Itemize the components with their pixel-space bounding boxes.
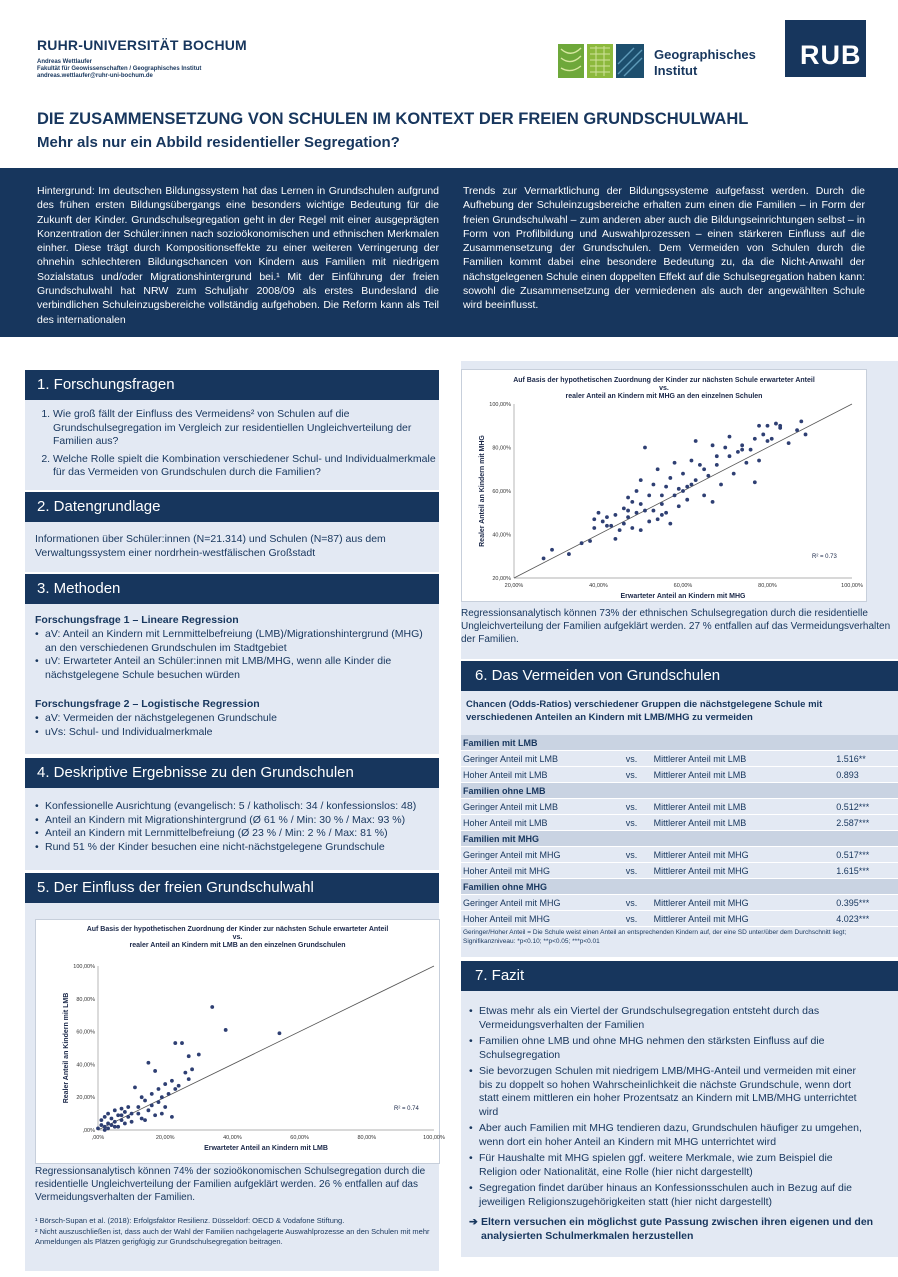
data-point [103,1115,107,1119]
x-axis-label: Erwarteter Anteil an Kindern mit MHG [620,593,746,600]
data-point [656,467,660,471]
data-point [96,1126,100,1130]
data-point [664,511,668,515]
institute-name-line2: Institut [654,63,698,78]
trend-line [98,966,434,1130]
institute-name-line1: Geographisches [654,47,756,62]
data-point [180,1041,184,1045]
data-point [580,541,584,545]
data-point [136,1105,140,1109]
odds-group-a: Hoher Anteil mit LMB [461,815,624,831]
data-point [160,1095,164,1099]
x-tick-label: 60,00% [290,1135,309,1141]
data-point [103,1128,107,1132]
lmb-chart-title2: realer Anteil an Kindern mit LMB an den einzelnen Grundschulen [129,942,346,949]
data-point [567,552,571,556]
odds-group-a: Geringer Anteil mit MHG [461,847,624,863]
data-point [542,557,546,561]
mhg-chart-title2: realer Anteil an Kindern mit MHG an den einzelnen Schulen [565,393,763,400]
data-point [740,443,744,447]
data-point [719,483,723,487]
data-point [147,1061,151,1065]
data-point [605,515,609,519]
odds-row [461,815,898,831]
odds-vs: vs. [624,847,652,863]
odds-group-b: Mittlerer Anteil mit LMB [652,815,835,831]
odds-vs: vs. [624,911,652,927]
x-tick-label: 40,00% [223,1135,242,1141]
data-point [694,439,698,443]
y-tick-label: 20,00% [492,576,511,582]
poster-subtitle: Mehr als nur ein Abbild residentieller Segregation? [37,134,400,151]
odds-table-title: Chancen (Odds-Ratios) verschiedener Gruppen die nächstgelegene Schule mit verschiedenen Anteilen an Kindern mit LMB/MHG zu vermeiden [466,699,823,723]
section-3-heading: 3. Methoden [25,574,439,604]
data-point [694,478,698,482]
data-point [677,504,681,508]
odds-vs: vs. [624,863,652,879]
data-point [278,1031,282,1035]
data-point [150,1104,154,1108]
odds-ratio-table [461,735,898,927]
data-point [183,1071,187,1075]
data-point [106,1126,110,1130]
conclusion-item: • Aber auch Familien mit MHG tendieren dazu, Grundschulen häufiger zu umgehen, wenn dort ein hoher Anteil an Kindern mit MHG unterrichtet wird [469,1122,864,1149]
data-point [120,1107,124,1111]
section-1-body [25,400,439,490]
data-point [723,446,727,450]
data-point [120,1113,124,1117]
data-point [664,485,668,489]
data-point [626,509,630,513]
university-name: RUHR-UNIVERSITÄT BOCHUM [37,37,247,53]
method-2-title: Forschungsfrage 2 – Logistische Regression [35,698,260,710]
mhg-chart-panel [461,361,898,659]
method-2-item: • uVs: Schul- und Individualmerkmale [35,726,430,740]
odds-value: 2.587*** [834,815,898,831]
odds-group-b: Mittlerer Anteil mit LMB [652,767,835,783]
data-point [173,1041,177,1045]
data-point [660,502,664,506]
data-point [757,459,761,463]
odds-value: 0.512*** [834,799,898,815]
odds-vs: vs. [624,751,652,767]
data-point [639,528,643,532]
x-tick-label: ,00% [91,1135,105,1141]
odds-vs: vs. [624,815,652,831]
data-point [685,485,689,489]
data-point [635,511,639,515]
data-point [711,443,715,447]
odds-group-a: Geringer Anteil mit LMB [461,799,624,815]
data-point [210,1005,214,1009]
data-point [136,1112,140,1116]
data-point [630,500,634,504]
data-point [187,1077,191,1081]
method-1-item: • aV: Anteil an Kindern mit Lernmittelbefreiung (LMB)/Migrationshintergrund (MHG) an den verschiedenen Grundschulen im Stadtgebiet [35,628,430,655]
data-point [133,1085,137,1089]
data-point [643,446,647,450]
descriptive-item: • Konfessionelle Ausrichtung (evangelisch: 5 / katholisch: 34 / konfessionslos: 48) [35,800,435,814]
y-tick-label: 40,00% [76,1062,95,1069]
data-point [153,1069,157,1073]
section-4-body [25,788,439,870]
mhg-chart-title-vs: vs. [659,385,669,392]
odds-vs: vs. [624,767,652,783]
y-axis-label: Realer Anteil an Kindern mit MHG [479,435,486,547]
odds-value: 1.615*** [834,863,898,879]
descriptive-item: • Rund 51 % der Kinder besuchen eine nicht-nächstgelegene Grundschule [35,841,435,855]
odds-row [461,847,898,863]
rub-logo [785,20,866,77]
data-point [766,439,770,443]
data-point [668,522,672,526]
data-point [99,1123,103,1127]
data-point [170,1115,174,1119]
section-3-body [25,604,439,754]
intro-right-text: Trends zur Vermarktlichung der Bildungssysteme aufgefasst werden. Durch die Aufhebung der Schuleinzugsbereiche erhalten zum einen die Familien – in Form der freien Grundschulwahl – zum anderen aber auch die Bildungseinrichtungen selbst – in Form von Profilbildung und Auswahlprozessen – einen stärkeren Einfluss auf die Zusammensetzung der Grundschulen. Dem Vermeiden von Schulen durch die Familien kommt dabei eine besondere Bedeutung zu, da die Nicht-Anwahl der nächstgelegenen Schule einen doppelten Effekt auf die Schulsegregation haben kann: sowohl die Zusammensetzung der vermiedenen als auch der angewählten Schule wird beeinflusst. [463,185,865,312]
section-5-body [25,903,445,1271]
mhg-chart-title: Auf Basis der hypothetischen Zuordnung der Kinder zur nächsten Schule erwarteter Anteil [513,377,815,384]
r-squared-label: R² = 0.73 [812,554,837,560]
data-point [622,522,626,526]
data-point [795,428,799,432]
data-point [113,1125,117,1129]
data-point [106,1122,110,1126]
x-tick-label: 100,00% [423,1135,445,1141]
data-point [187,1054,191,1058]
odds-vs: vs. [624,799,652,815]
data-point [609,524,613,528]
data-point [685,498,689,502]
odds-value: 4.023*** [834,911,898,927]
research-question-2: 2. Welche Rolle spielt die Kombination verschiedener Schul- und Individualmerkmale für das Vermeiden von Grundschulen durch die Familien? [53,453,443,480]
data-point [143,1118,147,1122]
mhg-chart-caption: Regressionsanalytisch können 73% der ethnischen Schulsegregation durch die residentielle Ungleichverteilung der Familien aufgeklärt werden. 27 % entfallen auf das Vermeidungsverhalten der Familien. [461,608,891,645]
data-source-text: Informationen über Schüler:innen (N=21.314) und Schulen (N=87) aus dem Verwaltungssystem einer nordrhein-westfälischen Großstadt [35,533,386,559]
data-point [597,511,601,515]
x-tick-label: 80,00% [758,583,777,589]
data-point [103,1125,107,1129]
data-point [732,472,736,476]
data-point [110,1123,114,1127]
r-squared-label: R² = 0.74 [394,1106,419,1112]
data-point [170,1079,174,1083]
lmb-scatter-chart [36,920,445,1163]
section-7-body [461,991,898,1257]
data-point [150,1092,154,1096]
data-point [113,1120,117,1124]
data-point [736,450,740,454]
data-point [120,1118,124,1122]
data-point [668,476,672,480]
data-point [643,509,647,513]
odds-table-wrap [461,735,898,927]
odds-group-a: Hoher Anteil mit MHG [461,863,624,879]
x-tick-label: 20,00% [504,583,524,589]
final-conclusion [469,1216,876,1243]
odds-value: 1.516** [834,751,898,767]
data-point [167,1092,171,1096]
data-point [130,1112,134,1116]
data-point [660,513,664,517]
descriptive-item: • Anteil an Kindern mit Migrationshintergrund (Ø 61 % / Min: 30 % / Max: 93 %) [35,814,435,828]
odds-value: 0.517*** [834,847,898,863]
odds-group-row [461,783,898,799]
odds-group-label: Familien mit LMB [461,735,898,751]
method-2-item: • aV: Vermeiden der nächstgelegenen Grundschule [35,712,430,726]
author-email[interactable]: andreas.wettlaufer@ruhr-uni-bochum.de [37,73,153,79]
data-point [711,500,715,504]
data-point [673,461,677,465]
odds-group-a: Hoher Anteil mit MHG [461,911,624,927]
data-point [778,424,782,428]
data-point [728,435,732,439]
data-point [106,1112,110,1116]
data-point [126,1115,130,1119]
data-point [113,1108,117,1112]
odds-group-label: Familien ohne LMB [461,783,898,799]
data-point [677,487,681,491]
data-point [702,493,706,497]
data-point [770,437,774,441]
y-tick-label: 80,00% [76,996,95,1003]
data-point [635,489,639,493]
x-tick-label: 60,00% [673,583,693,589]
x-tick-label: 100,00% [841,583,863,589]
intro-box [0,168,898,337]
data-point [140,1117,144,1121]
y-tick-label: 100,00% [489,402,511,408]
footnote-2: ² Nicht auszuschließen ist, dass auch der Wahl der Familien nachgelagerte Auswahlprozesse an den Schulen mit mehr Anmeldungen als Plätzen gerigfügig zur Grundschulsegregation beitragen. [35,1227,430,1246]
odds-group-b: Mittlerer Anteil mit MHG [652,895,835,911]
data-point [157,1100,161,1104]
data-point [605,524,609,528]
data-point [740,448,744,452]
data-point [698,463,702,467]
odds-group-row [461,735,898,751]
rub-logo-text: RUB [800,40,862,70]
odds-group-b: Mittlerer Anteil mit MHG [652,863,835,879]
data-point [706,474,710,478]
data-point [177,1084,181,1088]
data-point [618,528,622,532]
data-point [787,441,791,445]
y-tick-label: 80,00% [492,445,511,452]
data-point [588,539,592,543]
x-tick-label: 80,00% [357,1135,377,1141]
data-point [647,520,651,524]
lmb-chart-title: Auf Basis der hypothetischen Zuordnung der Kinder zur nächsten Schule erwarteter Anteil [86,926,389,933]
y-tick-label: 40,00% [492,532,511,539]
data-point [614,537,618,541]
data-point [690,483,694,487]
section-7-heading: 7. Fazit [461,961,898,991]
data-point [753,480,757,484]
mhg-scatter-chart [462,370,866,601]
poster-title: DIE ZUSAMMENSETZUNG VON SCHULEN IM KONTEXT DER FREIEN GRUNDSCHULWAHL [37,110,749,128]
odds-group-label: Familien ohne MHG [461,879,898,895]
data-point [652,483,656,487]
data-point [639,502,643,506]
data-point [592,517,596,521]
intro-left-text: Hintergrund: Im deutschen Bildungssystem hat das Lernen in Grundschulen aufgrund des frühen ersten Bildungsübergangs eine besonders wichtige Bedeutung für die Zukunft der Kinder. Grundschulsegregation geht in der Regel mit einer ausgeprägten Konzentration der Schüler:innen nach sozioökonomischen und ethnischen Merkmalen einher. Diese trägt durch Kompositionseffekte zu einer weiteren Verringerung der ohnehin schlechteren Bildungschancen von Kindern aus Familien mit niedrigem Sozialstatus und/oder Migrationshintergrund bei.¹ Mit der Einführung der freien Grundschulwahl hat NRW zum Schuljahr 2008/09 als erstes Bundesland die verbindlichen Schuleinzugsbereiche vollständig aufgehoben. Die Reform kann als Teil des internationalen [37,185,439,326]
conclusion-item: • Segregation findet darüber hinaus an Konfessionsschulen auch in Bezug auf die jeweiligen Religionszugehörigkeiten statt (hier nicht dargestellt) [469,1182,864,1209]
data-point [160,1112,164,1116]
data-point [126,1105,130,1109]
odds-row [461,863,898,879]
odds-row [461,767,898,783]
descriptive-item: • Anteil an Kindern mit Lernmittelbefreiung (Ø 23 % / Min: 2 % / Max: 81 %) [35,827,435,841]
author-affiliation: Fakultät für Geowissenschaften / Geographisches Institut [37,66,202,72]
data-point [804,433,808,437]
odds-group-a: Geringer Anteil mit MHG [461,895,624,911]
section-5-heading: 5. Der Einfluss der freien Grundschulwahl [25,873,439,903]
odds-group-a: Geringer Anteil mit LMB [461,751,624,767]
data-point [639,478,643,482]
lmb-chart-title-vs: vs. [232,934,243,941]
x-axis-label: Erwarteter Anteil an Kindern mit LMB [204,1145,328,1152]
data-point [116,1113,120,1117]
mhg-chart-frame [461,369,867,602]
data-point [753,437,757,441]
odds-value: 0.893 [834,767,898,783]
odds-vs: vs. [624,895,652,911]
data-point [157,1087,161,1091]
data-point [123,1110,127,1114]
data-point [626,515,630,519]
data-point [652,509,656,513]
data-point [143,1099,147,1103]
data-point [715,454,719,458]
y-tick-label: 100,00% [73,964,95,970]
data-point [749,448,753,452]
data-point [190,1067,194,1071]
section-2-heading: 2. Datengrundlage [25,492,439,522]
data-point [622,507,626,511]
data-point [110,1117,114,1121]
data-point [197,1053,201,1057]
research-question-1: 1. Wie groß fällt der Einfluss des Vermeidens² von Schulen auf die Grundschulsegregation im Vergleich zur residentiellen Ungleichverteilung der Familien aus? [53,408,443,449]
odds-value: 0.395*** [834,895,898,911]
conclusion-item: • Etwas mehr als ein Viertel der Grundschulsegregation entsteht durch das Vermeidungsverhalten der Familien [469,1005,864,1032]
data-point [757,424,761,428]
data-point [116,1125,120,1129]
data-point [728,454,732,458]
lmb-chart-frame [35,919,445,1164]
section-2-body [25,522,439,572]
odds-group-b: Mittlerer Anteil mit MHG [652,847,835,863]
odds-group-a: Hoher Anteil mit LMB [461,767,624,783]
data-point [99,1118,103,1122]
data-point [660,493,664,497]
data-point [614,513,618,517]
odds-group-b: Mittlerer Anteil mit LMB [652,799,835,815]
arrow-right-icon: ➔ [469,1216,478,1228]
data-point [690,459,694,463]
data-point [147,1108,151,1112]
method-1-title: Forschungsfrage 1 – Lineare Regression [35,614,239,626]
conclusion-item: • Für Haushalte mit MHG spielen ggf. weitere Merkmale, wie zum Beispiel die Religion oder Nationalität, eine Rolle (hier nicht dargestellt) [469,1152,864,1179]
data-point [766,424,770,428]
data-point [224,1028,228,1032]
y-tick-label: ,00% [82,1128,95,1134]
odds-group-label: Familien mit MHG [461,831,898,847]
data-point [592,526,596,530]
x-tick-label: 20,00% [155,1135,175,1141]
data-point [702,467,706,471]
odds-row [461,895,898,911]
data-point [153,1113,157,1117]
data-point [163,1082,167,1086]
odds-row [461,751,898,767]
y-tick-label: 60,00% [76,1029,95,1036]
section-6-body [461,691,898,957]
data-point [774,422,778,426]
lmb-chart-caption: Regressionsanalytisch können 74% der sozioökonomischen Schulsegregation durch die residentielle Ungleichverteilung der Familien aufgeklärt werden. 26 % entfallen auf das Vermeidungsverhalten der Familien. [35,1166,426,1203]
y-tick-label: 60,00% [492,489,511,495]
data-point [681,472,685,476]
data-point [799,420,803,424]
y-tick-label: 20,00% [76,1095,95,1102]
odds-group-b: Mittlerer Anteil mit MHG [652,911,835,927]
data-point [744,461,748,465]
x-tick-label: 40,00% [589,583,608,589]
data-point [647,493,651,497]
final-conclusion-text: Eltern versuchen ein möglichst gute Passung zwischen ihren eigenen und den analysierten Schulmerkmalen herzustellen [481,1216,874,1242]
data-point [550,548,554,552]
data-point [681,489,685,493]
data-point [123,1122,127,1126]
data-point [140,1095,144,1099]
section-1-heading: 1. Forschungsfragen [25,370,439,400]
conclusion-item: • Sie bevorzugen Schulen mit niedrigem LMB/MHG-Anteil und vermeiden mit einer bis zu doppelt so hohen Wahrscheinlichkeit die nächste Grundschule, wenn dort statt einem mittleren ein hoher Prozentsatz an Kindern mit LMB/MHG unterrichtet wird [469,1065,864,1119]
data-point [601,520,605,524]
odds-group-row [461,879,898,895]
data-point [130,1120,134,1124]
odds-row [461,911,898,927]
section-6-heading: 6. Das Vermeiden von Grundschulen [461,661,898,691]
institute-logo-icon [558,44,644,78]
data-point [673,493,677,497]
data-point [163,1105,167,1109]
data-point [173,1087,177,1091]
section-4-heading: 4. Deskriptive Ergebnisse zu den Grundschulen [25,758,439,788]
data-point [656,517,660,521]
odds-group-b: Mittlerer Anteil mit LMB [652,751,835,767]
method-1-item: • uV: Erwarteter Anteil an Schüler:innen mit LMB/MHG, wenn alle Kinder die nächstgelegene Schule besuchen würden [35,655,430,682]
odds-row [461,799,898,815]
data-point [761,433,765,437]
y-axis-label: Realer Anteil an Kindern mit LMB [63,992,70,1104]
author-name: Andreas Wettlaufer [37,59,92,65]
footnote-1: ¹ Börsch-Supan et al. (2018): Erfolgsfaktor Resilienz. Düsseldorf: OECD & Vodafone Stiftung. [35,1216,345,1225]
conclusion-item: • Familien ohne LMB und ohne MHG nehmen den stärksten Einfluss auf die Schulsegregation [469,1035,864,1062]
odds-table-note: Geringer/Hoher Anteil = Die Schule weist einen Anteil an entsprechenden Kindern auf, der eine SD unter/über dem Durchschnitt liegt; Signifikanzniveau: *p<0.10; **p<0.05; ***p<0.01 [463,929,847,945]
data-point [630,526,634,530]
data-point [626,496,630,500]
odds-group-row [461,831,898,847]
data-point [715,463,719,467]
